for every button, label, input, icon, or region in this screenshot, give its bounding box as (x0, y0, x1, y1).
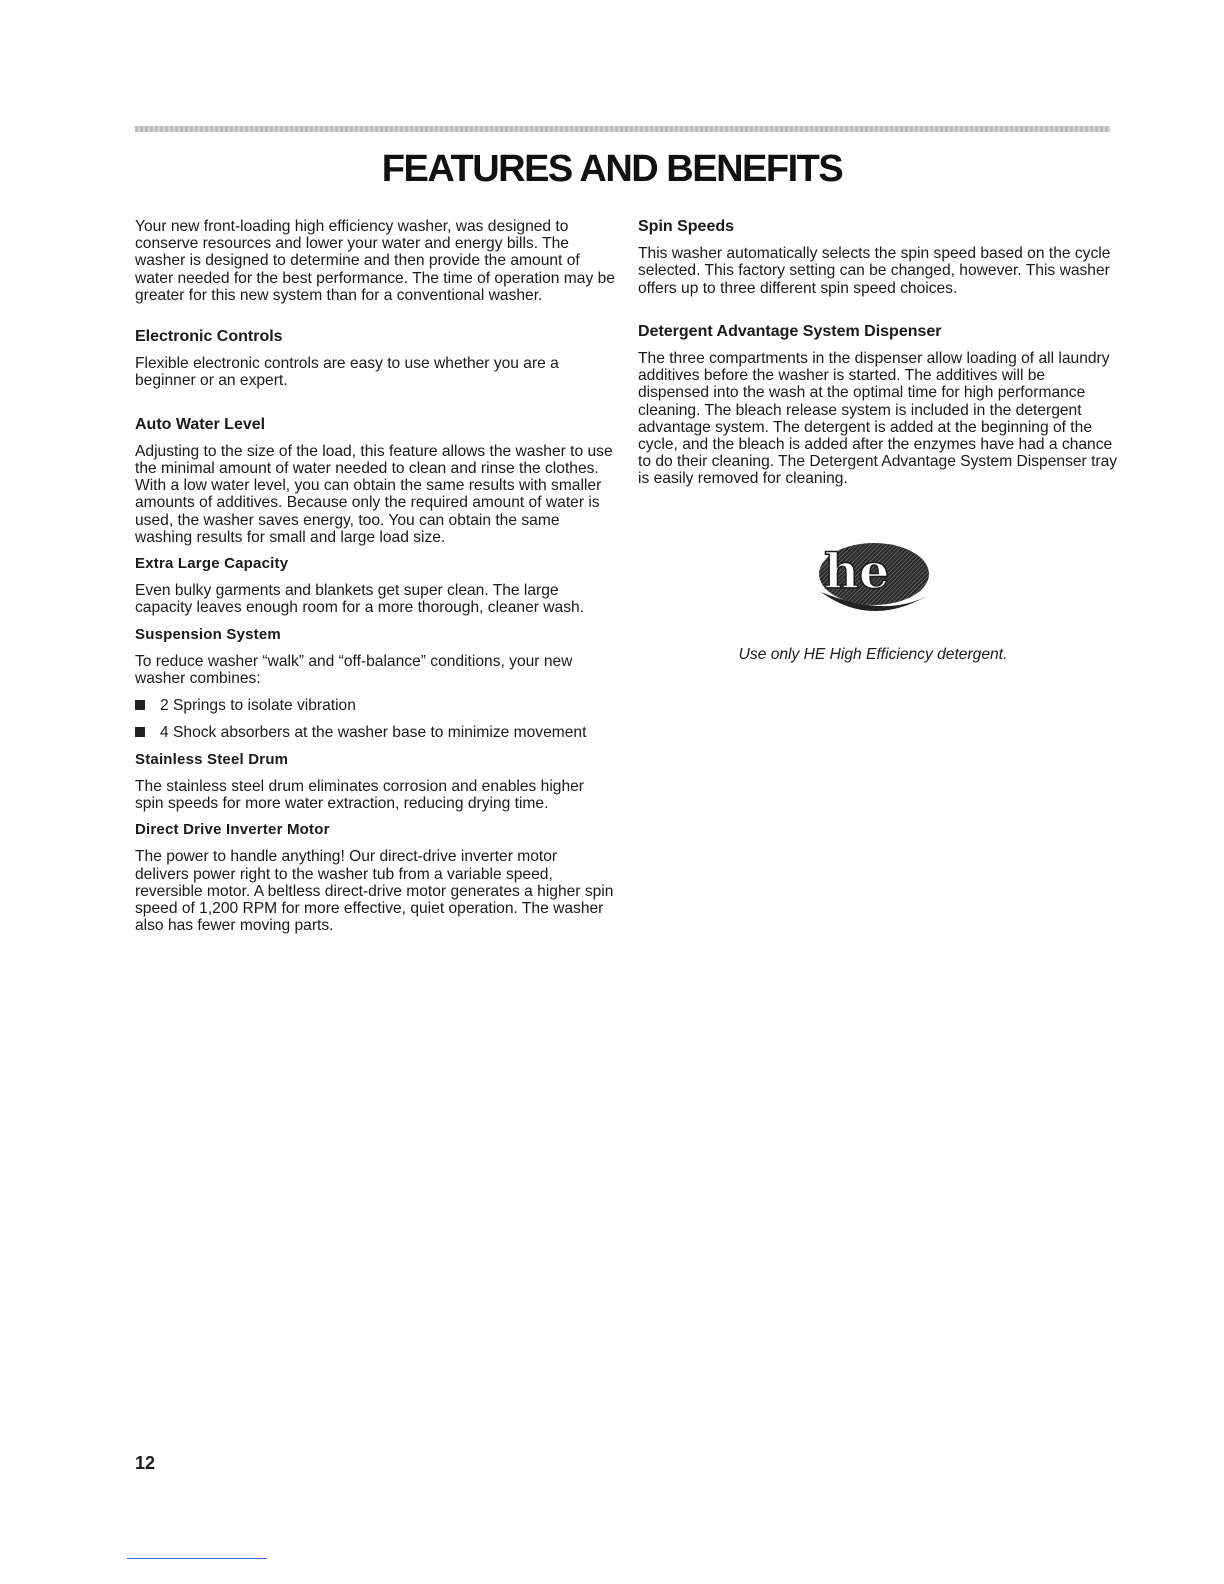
extra-large-capacity-text: Even bulky garments and blankets get super clean. The large capacity leaves enough room for a more thorough, cleaner wash. (135, 582, 585, 617)
he-logo-text: he (824, 544, 890, 600)
intro-paragraph: Your new front-loading high efficiency washer, was designed to conserve resources and lower your water and energy bills. The washer is designed to determine and then provide the amount of water needed for the best performance. The time of operation may be greater for this new system than for a conventional washer. (135, 218, 615, 304)
bullet-text: 4 Shock absorbers at the washer base to minimize movement (160, 724, 587, 742)
electronic-controls-text: Flexible electronic controls are easy to use whether you are a beginner or an expert. (135, 355, 559, 390)
he-high-efficiency-logo-icon (815, 536, 933, 618)
bullet-square-icon (135, 700, 145, 710)
dispenser-text: The three compartments in the dispenser allow loading of all laundry additives before the washer is started. The additives will be dispensed into the wash at the optimal time for high performance cleaning. The bleach release system is included in the detergent advantage system. The detergent is added at the beginning of the cycle, and the bleach is added after the enzymes have had a chance to do their cleaning. The Detergent Advantage System Dispenser tray is easily removed for cleaning. (638, 350, 1118, 488)
left-column (135, 218, 615, 935)
bullet-text: 2 Springs to isolate vibration (160, 697, 356, 715)
list-item (135, 724, 615, 741)
he-detergent-caption: Use only HE High Efficiency detergent. (738, 646, 1008, 663)
spin-speeds-text: This washer automatically selects the spin speed based on the cycle selected. This factory setting can be changed, however. This washer offers up to three different spin speed choices. (638, 245, 1111, 297)
extra-large-capacity-heading: Extra Large Capacity (135, 555, 289, 573)
bullet-square-icon (135, 727, 145, 737)
auto-water-level-heading: Auto Water Level (135, 415, 266, 433)
direct-drive-motor-text: The power to handle anything! Our direct-drive inverter motor delivers power right to the washer tub from a variable speed, reversible motor. A beltless direct-drive motor generates a higher spin speed of 1,200 RPM for more effective, quiet operation. The washer also has fewer moving parts. (135, 848, 614, 935)
bottom-link-line (127, 1558, 267, 1559)
page-number: 12 (135, 1453, 156, 1473)
suspension-system-text: To reduce washer “walk” and “off-balance” conditions, your new washer combines: (135, 652, 573, 688)
top-rule (135, 126, 1110, 132)
auto-water-level-text: Adjusting to the size of the load, this feature allows the washer to use the minimal amount of water needed to clean and rinse the clothes. With a low water level, you can obtain the same results with smaller amounts of additives. Because only the required amount of water is used, the washer saves energy, too. You can obtain the same washing results for small and large load size. (135, 442, 613, 546)
suspension-system-heading: Suspension System (135, 625, 281, 643)
stainless-steel-drum-heading: Stainless Steel Drum (135, 750, 289, 768)
electronic-controls-heading: Electronic Controls (135, 328, 283, 346)
stainless-steel-drum-text: The stainless steel drum eliminates corrosion and enables higher spin speeds for more water extraction, reducing drying time. (135, 777, 584, 813)
page-title: FEATURES AND BENEFITS (381, 148, 843, 190)
spin-speeds-heading: Spin Speeds (638, 218, 735, 235)
right-column (638, 218, 1118, 488)
suspension-bullet-list (135, 697, 615, 741)
dispenser-heading: Detergent Advantage System Dispenser (638, 322, 942, 340)
direct-drive-motor-heading: Direct Drive Inverter Motor (135, 821, 330, 839)
list-item (135, 697, 615, 714)
